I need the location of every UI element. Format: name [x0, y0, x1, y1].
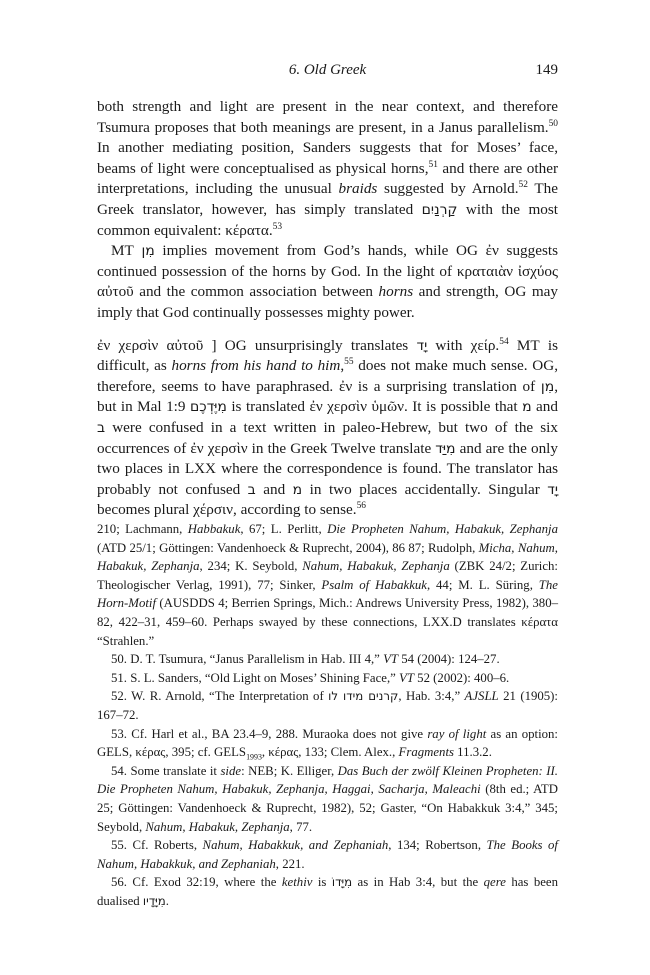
footnote-continuation: [97, 520, 558, 650]
text-run: (AUSDDS 4; Berrien Springs, Mich.: Andrews University Press, 1982), 380–82, 422–31, 459–60. Perhaps swayed by these connections,: [97, 596, 558, 629]
text-run: Cf. Harl et al., BA 23.4–9, 288. Muraoka does not give: [127, 726, 428, 741]
footnotes: [97, 520, 558, 910]
abbrev-neb: NEB: [248, 763, 274, 778]
text-run: in two places accidentally. Singular: [302, 480, 548, 498]
abbrev-mt: MT: [516, 336, 540, 354]
space: [509, 337, 517, 354]
text-run: as an option: GELS, κέρας, 395; cf. GELS: [97, 726, 558, 760]
text-run: were confused in a text written in paleo-Hebrew, but two of the six occurrences of ἐν χερσὶν in the Greek Twelve translate: [97, 418, 558, 457]
hebrew-word: יָד: [416, 337, 428, 354]
text-run: ἐν suggests continued possession of the horns by God. In the light of κραταιὰν ἰσχύος αὐτοῦ and the common association between: [97, 242, 559, 301]
footnote-55: [97, 836, 558, 873]
abbrev-og: OG: [532, 357, 555, 375]
text-run: , 234; K. Seybold,: [199, 559, 303, 574]
text-run: with χείρ.: [427, 336, 500, 354]
footnote-ref-55[interactable]: 55: [344, 357, 354, 368]
text-run: S. L. Sanders, “Old Light on Moses’ Shining Face,”: [127, 670, 400, 685]
text-run: does not make much sense.: [353, 357, 533, 375]
text-run: and are the only two places in: [97, 439, 558, 478]
text-run: becomes plural χέρσιν, according to sense.: [97, 501, 357, 519]
book-title: Micha, Nahum, Habakuk, Zephanja: [97, 540, 558, 574]
footnote-50: [97, 650, 558, 669]
text-run: , κέρας, 133; Clem. Alex.,: [261, 745, 399, 760]
text-run: , 44; M. L. Süring,: [426, 577, 539, 592]
text-run: with the most common equivalent: κέρατα.: [97, 200, 558, 239]
text-run: ; K. Elliger,: [273, 763, 338, 778]
emphasis-text: side: [220, 763, 242, 778]
abbrev-lxx: LXX: [184, 460, 217, 478]
text-run: is difficult, as: [97, 336, 559, 375]
footnote-ref-50[interactable]: 50: [548, 118, 558, 129]
text-run: 21 (1905): 167–72.: [97, 689, 558, 722]
edition-year-subscript: 1993: [246, 752, 262, 762]
hebrew-word: קַרְנַיִם: [421, 201, 458, 218]
text-run: may imply that God continually possesses mighty power.: [97, 283, 558, 321]
lemma: ἐν χερσὶν αὐτοῦ ]: [97, 336, 225, 354]
footnote-ref-54[interactable]: 54: [499, 336, 509, 347]
text-run: In another mediating position, Sanders suggests that for Moses’ face, beams of light were conceptualised as physical horns,: [97, 139, 558, 177]
text-run: is: [312, 875, 332, 890]
footnote-ref-53[interactable]: 53: [272, 221, 283, 232]
text-run: both strength and light are present in the near context, and therefore Tsumura proposes that both meanings are present, in a Janus parallelism.: [97, 98, 558, 136]
text-run: where the correspondence is found. The translator has probably not confused: [97, 460, 558, 498]
hebrew-letter: ב: [247, 481, 256, 498]
text-run: Some translate it: [127, 763, 221, 778]
paragraph-2: [97, 241, 558, 323]
hebrew-letter: ב: [97, 419, 106, 436]
book-title: Fragments: [398, 745, 454, 760]
footnote-ref-56[interactable]: 56: [356, 501, 366, 512]
text-run: ,: [340, 357, 345, 375]
emphasis-text: braids: [338, 180, 378, 198]
text-run: 210; Lachmann,: [97, 522, 188, 536]
main-text: [97, 97, 558, 521]
text-run: implies movement from God’s hands, while: [154, 242, 457, 260]
text-run: 52 (2002): 400–6.: [413, 670, 510, 685]
text-run: (8th ed.; ATD 25; Göttingen: Vandenhoeck & Ruprecht, 1982), 52; Gaster, “On Habakkuk 3:4,” 345; Seybold,: [97, 782, 558, 834]
abbrev-og: OG: [504, 283, 527, 301]
text-run: , 67; L. Perlitt,: [240, 522, 328, 536]
footnote-54: [97, 762, 558, 836]
footnote-number: 56.: [111, 875, 127, 890]
footnote-52: [97, 687, 558, 724]
hebrew-word: מִיֶּדְכֶם: [189, 399, 227, 416]
text-run: .: [165, 893, 169, 908]
hebrew-word: יָד: [547, 481, 558, 498]
emphasis-text: horns: [378, 283, 414, 301]
text-run: The Greek translator, however, has simply translated: [97, 180, 558, 218]
footnote-ref-52[interactable]: 52: [518, 180, 528, 191]
text-run: , therefore, seems to have paraphrased. ἐν is a surprising translation of: [97, 357, 558, 395]
text-run: D. T. Tsumura, “Janus Parallelism in Hab. III 4,”: [127, 652, 384, 667]
text-run: and: [531, 398, 558, 416]
hebrew-letter: מ: [522, 399, 532, 416]
book-title: Nahum, Habakkuk, and Zephaniah: [202, 838, 389, 853]
footnote-number: 51.: [111, 670, 127, 685]
text-run: and strength,: [413, 283, 505, 301]
book-title: Die Propheten Nahum, Habakuk, Zephanja: [327, 522, 558, 536]
text-run: unsurprisingly translates: [246, 336, 417, 354]
footnote-number: 50.: [111, 652, 127, 667]
emphasis-text: horns from his hand to him: [171, 357, 341, 375]
paragraph-1: [97, 97, 558, 241]
hebrew-word: מִן: [141, 243, 155, 260]
text-run: translates κέρατα “Strahlen.”: [97, 614, 559, 648]
text-run: , 221.: [275, 856, 305, 871]
running-title: 6. Old Greek: [288, 62, 367, 78]
text-run: (ATD 25/1; Göttingen: Vandenhoeck & Ruprecht, 2004), 86 87; Rudolph,: [97, 540, 479, 555]
text-run: suggested by Arnold.: [377, 180, 519, 198]
footnote-53: [97, 725, 558, 762]
footnote-number: 53.: [111, 726, 127, 741]
hebrew-phrase: קרנים מידו לו: [328, 689, 399, 704]
paragraph-3: [97, 336, 558, 521]
journal-title: AJSLL: [464, 689, 499, 704]
book-title: Nahum, Habakuk, Zephanja: [302, 559, 450, 574]
hebrew-word: מִיָּדָיו: [142, 893, 166, 908]
text-run: as in Hab 3:4, but the: [352, 875, 484, 890]
text-run: , 77.: [289, 819, 313, 834]
emphasis-text: qere: [483, 875, 506, 890]
footnote-number: 55.: [111, 838, 127, 853]
hebrew-word: מִן: [540, 378, 555, 395]
page-number: 149: [535, 62, 558, 78]
book-title: The Books of Nahum, Habakkuk, and Zephaniah: [97, 838, 558, 871]
emphasis-text: kethiv: [281, 875, 313, 890]
text-run: and there are other interpretations, including the unusual: [97, 159, 559, 198]
text-run: 11.3.2.: [453, 745, 492, 760]
footnote-number: 52.: [111, 689, 127, 704]
text-run: 54 (2004): 124–27.: [398, 652, 500, 667]
book-title: Habbakuk: [187, 522, 241, 536]
text-run: W. R. Arnold, “The Interpretation of: [127, 689, 329, 704]
abbrev-mt: MT: [111, 242, 134, 260]
text-run: :: [241, 763, 249, 778]
journal-title: VT: [383, 652, 398, 667]
hebrew-letter: מ: [292, 481, 303, 498]
abbrev-og: OG: [224, 336, 247, 354]
text-run: , 134; Robertson,: [388, 838, 487, 853]
text-run: Cf. Roberts,: [127, 838, 203, 853]
hebrew-word: מִיַּד: [435, 440, 456, 457]
text-run: is translated ἐν χερσὶν ὑμῶν. It is possible that: [226, 398, 523, 416]
text-run: , but in Mal 1:9: [97, 377, 558, 416]
text-run: (ZBK 24/2; Zurich: Theologischer Verlag, 1991), 77; Sinker,: [97, 559, 558, 592]
book-title: Das Buch der zwölf Kleinen Propheten: II. Die Propheten Nahum, Habakuk, Zephanja, Haggai, Sacharja, Maleachi: [97, 763, 558, 797]
book-title: Nahum, Habakuk, Zephanja: [145, 819, 290, 834]
text-run: Cf. Exod 32:19, where the: [127, 875, 282, 890]
footnote-number: 54.: [111, 763, 127, 778]
emphasis-text: ray of light: [427, 726, 487, 741]
journal-title: VT: [399, 670, 414, 685]
text-run: and: [255, 480, 293, 498]
text-run: has been dualised: [97, 875, 559, 908]
footnote-56: [97, 873, 558, 910]
abbrev-lxx-d: LXX.D: [423, 614, 462, 629]
running-header: [97, 62, 558, 84]
abbrev-og: OG: [456, 242, 478, 260]
text-run: , Hab. 3:4,”: [398, 689, 465, 704]
footnote-ref-51[interactable]: 51: [428, 159, 438, 170]
book-title: Psalm of Habakkuk: [321, 577, 427, 592]
footnote-51: [97, 669, 558, 688]
book-title: The Horn-Motif: [97, 577, 558, 611]
hebrew-word: מִיָּדוֹ: [331, 875, 353, 890]
